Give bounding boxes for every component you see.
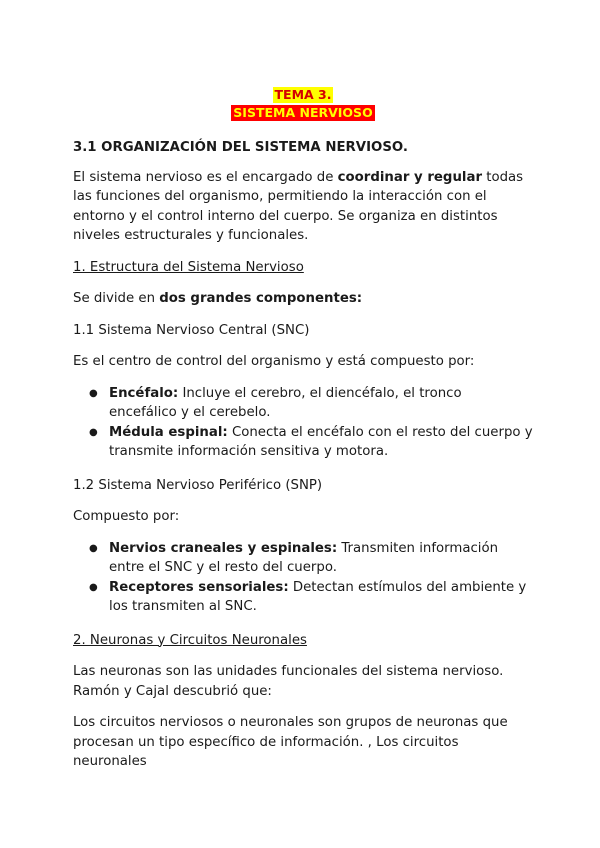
title-block [73,84,533,120]
title-line-1: TEMA 3. [274,87,332,102]
list-item [109,578,533,617]
divide-bold: dos grandes componentes: [159,291,363,306]
list-item-desc: Incluye el cerebro, el diencéfalo, el tronco encefálico y el cerebelo. [109,385,462,420]
snc-list [73,384,533,462]
list-item [109,384,533,423]
circuitos-paragraph: Los circuitos nerviosos o neuronales son grupos de neuronas que procesan un tipo específico de información. , Los circuitos neuronales [73,715,508,769]
list-item-term: Receptores sensoriales: [109,579,289,595]
list-item-desc: Conecta el encéfalo con el resto del cuerpo y transmite información sensitiva y motora. [109,424,533,459]
intro-bold: coordinar y regular [337,169,482,185]
snp-list [73,539,533,617]
part1-heading: 1. Estructura del Sistema Nervioso [73,259,304,275]
intro-pre: El sistema nervioso es el encargado de [73,169,338,185]
snp-heading: 1.2 Sistema Nervioso Periférico (SNP) [73,477,323,493]
snc-intro: Es el centro de control del organismo y está compuesto por: [73,354,475,369]
list-item [109,539,533,578]
divide-paragraph [73,289,533,309]
list-item-term: Nervios craneales y espinales: [109,540,338,556]
snc-heading: 1.1 Sistema Nervioso Central (SNC) [73,322,310,338]
title-line-2: SISTEMA NERVIOSO [233,105,373,120]
section-heading: 3.1 ORGANIZACIÓN DEL SISTEMA NERVIOSO. [73,140,408,155]
document-page [73,84,533,784]
snp-intro: Compuesto por: [73,509,180,524]
part2-heading: 2. Neuronas y Circuitos Neuronales [73,632,307,648]
list-item [109,423,533,462]
list-item-desc: Detectan estímulos del ambiente y los transmiten al SNC. [109,579,527,614]
intro-post: todas las funciones del organismo, permitiendo la interacción con el entorno y el control interno del cuerpo. Se organiza en distintos niveles estructurales y funcionales. [73,169,524,243]
list-item-desc: Transmiten información entre el SNC y el resto del cuerpo. [109,540,499,575]
divide-pre: Se divide en [73,291,160,306]
list-item-term: Encéfalo: [109,385,179,401]
neuronas-paragraph: Las neuronas son las unidades funcionales del sistema nervioso. Ramón y Cajal descubrió que: [73,664,504,699]
list-item-term: Médula espinal: [109,424,228,440]
intro-paragraph [73,168,533,246]
